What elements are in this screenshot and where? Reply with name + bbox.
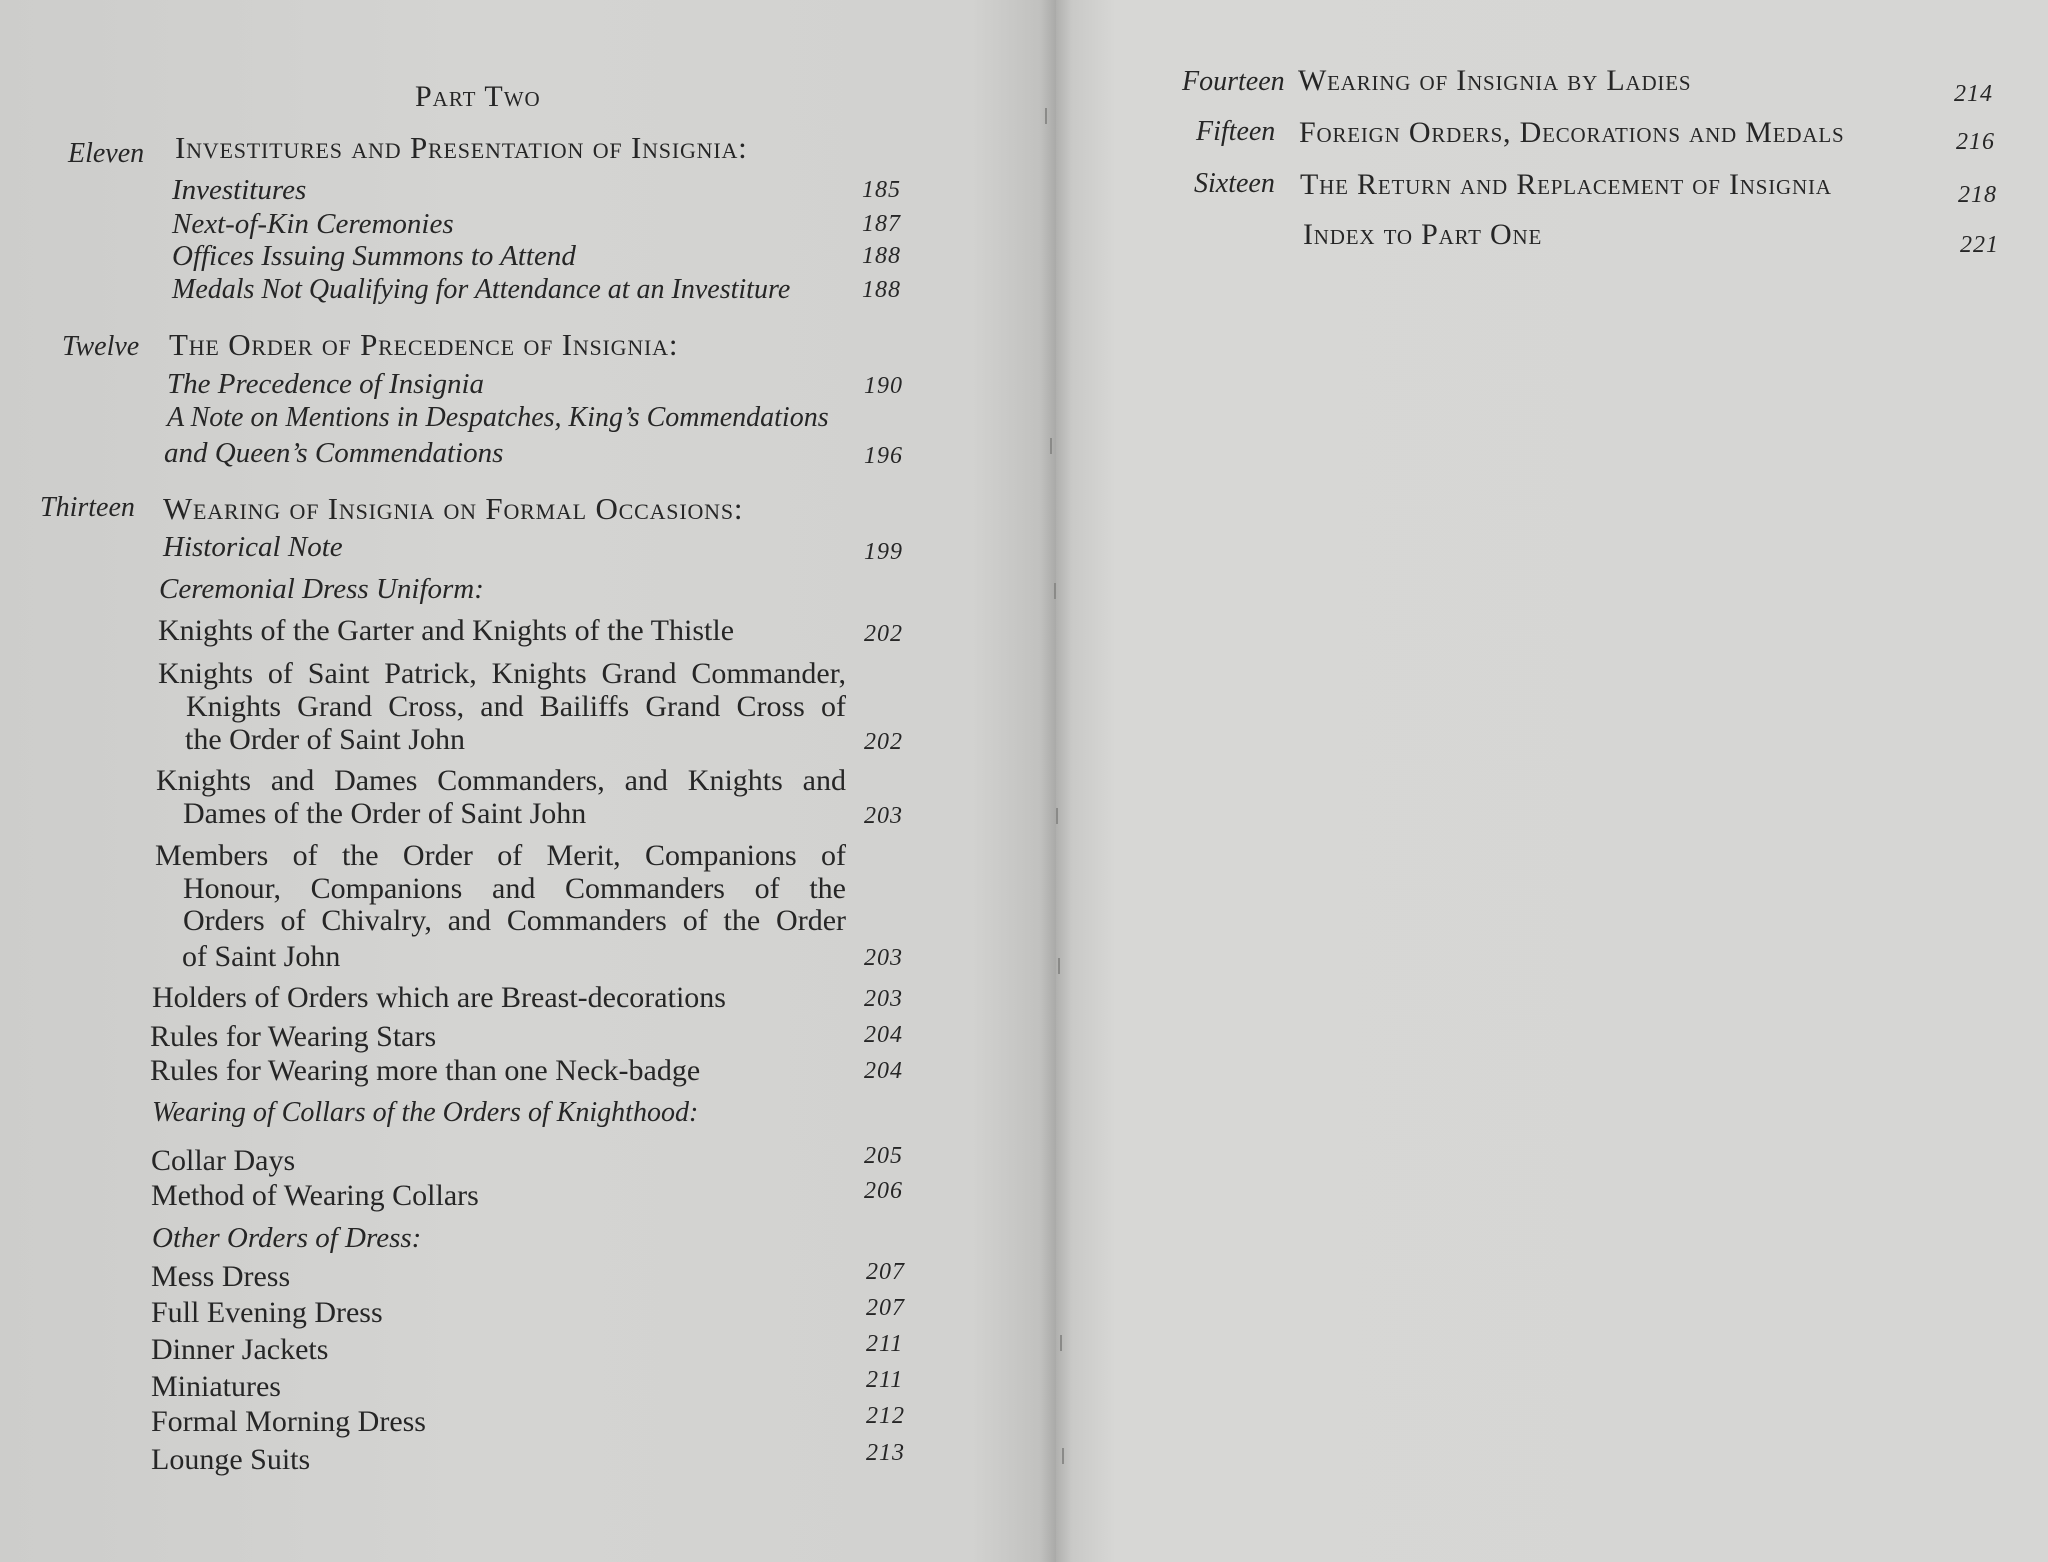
page-number: 211 [866,1367,904,1393]
page-number: 185 [862,177,901,203]
page-number: 187 [862,211,901,237]
binding-stitch [1050,438,1052,454]
toc-entry: Knights of the Garter and Knights of the Thistle [158,614,735,647]
binding-stitch [1060,1335,1062,1351]
chapter-heading: Investitures and Presentation of Insignia: [175,130,748,165]
toc-entry: Next-of-Kin Ceremonies [172,208,454,240]
toc-entry: Offices Issuing Summons to Attend [172,240,576,272]
page-number: 188 [862,243,901,269]
chapter-number: Twelve [62,331,140,362]
book-gutter [1040,0,1072,1562]
chapter-heading: Wearing of Insignia by Ladies [1298,64,1692,97]
toc-entry-line: Orders of Chivalry, and Commanders of the Order [183,904,846,937]
page-number: 206 [864,1178,903,1204]
page-number: 212 [866,1403,905,1429]
page-number: 207 [866,1259,905,1285]
page-number: 218 [1958,182,1997,208]
page-number: 196 [864,443,903,469]
toc-entry: Investitures [172,174,307,206]
part-title: Part Two [415,80,541,113]
toc-entry: Method of Wearing Collars [151,1179,479,1212]
page-number: 203 [864,945,903,971]
page-number: 199 [864,539,903,565]
toc-entry-line: Knights and Dames Commanders, and Knights and [156,764,846,797]
page-number: 202 [864,729,903,755]
binding-stitch [1054,583,1056,599]
page-number: 213 [866,1440,905,1466]
toc-entry: Formal Morning Dress [151,1405,426,1438]
toc-entry: Collar Days [151,1144,296,1177]
chapter-heading: Foreign Orders, Decorations and Medals [1299,116,1845,149]
page-number: 221 [1960,232,1999,258]
toc-entry-line: Members of the Order of Merit, Companions of [155,839,846,872]
binding-stitch [1058,958,1060,974]
page-number: 205 [864,1143,903,1169]
binding-stitch [1045,108,1047,124]
page-number: 204 [864,1022,903,1048]
chapter-number: Fifteen [1196,116,1276,147]
chapter-number: Sixteen [1194,168,1275,199]
chapter-heading: Wearing of Insignia on Formal Occasions: [163,491,744,526]
toc-entry: Historical Note [163,531,343,563]
section-heading: Other Orders of Dress: [152,1222,422,1254]
toc-entry: Medals Not Qualifying for Attendance at an Investiture [172,274,791,305]
page-number: 211 [866,1331,904,1357]
toc-entry: The Precedence of Insignia [167,368,485,400]
toc-entry: Full Evening Dress [151,1296,383,1329]
toc-entry: Dinner Jackets [151,1333,329,1366]
toc-entry: Mess Dress [151,1260,291,1293]
toc-entry-line: and Queen’s Commendations [164,437,504,469]
section-heading: Wearing of Collars of the Orders of Knighthood: [152,1097,699,1128]
page-number: 204 [864,1058,903,1084]
toc-entry-line: the Order of Saint John [185,723,465,756]
page-number: 214 [1954,81,1993,107]
toc-entry: Lounge Suits [151,1443,311,1476]
chapter-number: Thirteen [40,492,135,523]
toc-entry: Rules for Wearing more than one Neck-badge [150,1054,701,1087]
chapter-number: Fourteen [1182,66,1285,97]
page-number: 190 [864,373,903,399]
toc-entry-line: Knights of Saint Patrick, Knights Grand Commander, [158,657,846,690]
section-heading: Ceremonial Dress Uniform: [159,573,484,605]
toc-entry: Holders of Orders which are Breast-decorations [152,981,726,1014]
toc-entry-line: Dames of the Order of Saint John [183,797,587,830]
chapter-heading: The Order of Precedence of Insignia: [169,327,679,362]
toc-entry: Rules for Wearing Stars [150,1020,437,1053]
toc-entry-line: Honour, Companions and Commanders of the [183,872,846,905]
toc-entry: Miniatures [151,1370,281,1403]
right-page [1056,0,2048,1562]
page-number: 203 [864,986,903,1012]
page-number: 202 [864,621,903,647]
page-number: 188 [862,277,901,303]
toc-entry-line: A Note on Mentions in Despatches, King’s Commendations [167,402,829,433]
page-number: 207 [866,1295,905,1321]
index-heading: Index to Part One [1303,218,1543,251]
chapter-heading: The Return and Replacement of Insignia [1300,168,1832,201]
page-number: 216 [1956,129,1995,155]
toc-entry-line: Knights Grand Cross, and Bailiffs Grand Cross of [186,690,846,723]
chapter-number: Eleven [68,138,145,169]
binding-stitch [1056,808,1058,824]
toc-entry-line: of Saint John [182,940,341,973]
page-number: 203 [864,803,903,829]
binding-stitch [1062,1448,1064,1464]
